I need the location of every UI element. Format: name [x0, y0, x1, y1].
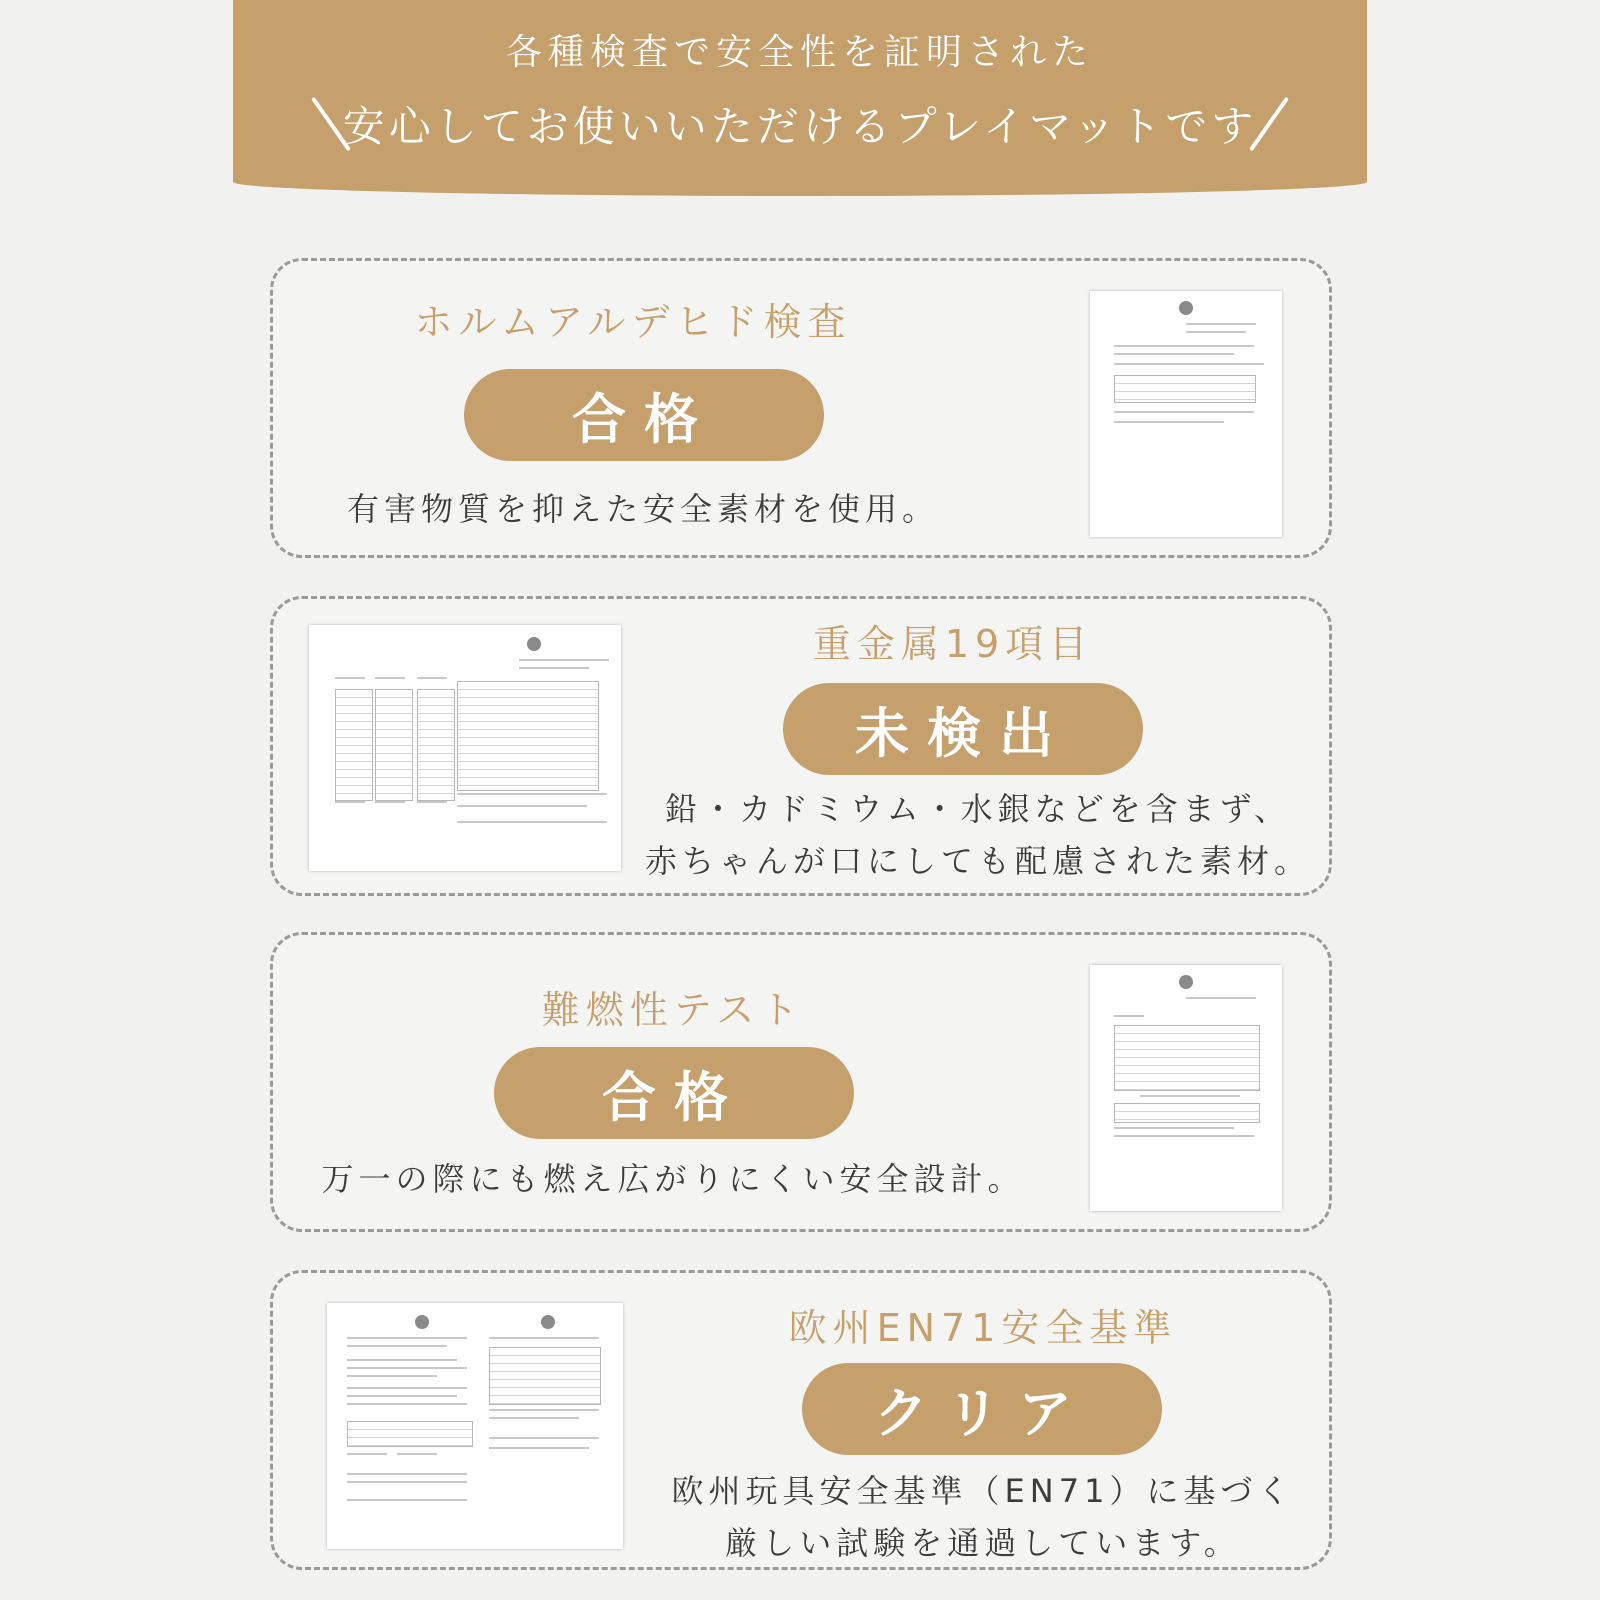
result-badge: 合格 — [464, 369, 824, 461]
test-report-document — [1090, 291, 1282, 537]
result-badge: 合格 — [494, 1047, 854, 1139]
card-description-line-1: 欧州玩具安全基準（EN71）に基づく — [671, 1472, 1295, 1510]
card-en71 — [270, 1270, 1332, 1570]
report-table — [375, 689, 413, 801]
card-flame-test — [270, 932, 1332, 1232]
certification-logo-icon — [541, 1315, 555, 1329]
report-table — [347, 1421, 473, 1447]
certification-logo-icon — [1179, 975, 1193, 989]
card-description: 有害物質を抑えた安全素材を使用。 — [346, 490, 939, 528]
result-badge: クリア — [802, 1363, 1162, 1455]
report-table — [489, 1347, 601, 1405]
card-title: ホルムアルデヒド検査 — [414, 300, 852, 344]
report-table — [417, 689, 455, 801]
report-table — [335, 689, 373, 801]
test-report-document — [309, 625, 621, 871]
card-title: 難燃性テスト — [541, 988, 805, 1032]
certification-logo-icon — [1179, 301, 1193, 315]
test-report-document — [1090, 965, 1282, 1211]
certification-logo-icon — [415, 1315, 429, 1329]
card-title: 欧州EN71安全基準 — [788, 1306, 1178, 1350]
report-table — [457, 681, 599, 791]
header-line-1: 各種検査で安全性を証明された — [505, 32, 1094, 73]
report-table — [1114, 1025, 1260, 1091]
test-report-document — [327, 1303, 623, 1549]
header-banner — [233, 0, 1367, 196]
report-table — [1114, 375, 1256, 403]
card-title: 重金属19項目 — [812, 622, 1094, 666]
card-description-line-1: 鉛・カドミウム・水銀などを含まず、 — [664, 790, 1292, 828]
card-formaldehyde — [270, 258, 1332, 558]
report-table — [1114, 1103, 1260, 1123]
card-heavy-metals — [270, 596, 1332, 896]
card-description-line-2: 赤ちゃんが口にしても配慮された素材。 — [644, 842, 1311, 880]
certification-logo-icon — [527, 637, 541, 651]
header-line-2: 安心してお使いいただけるプレイマットです — [342, 102, 1258, 151]
result-badge: 未検出 — [783, 683, 1143, 775]
card-description-line-2: 厳しい試験を通過しています。 — [725, 1524, 1241, 1562]
card-description: 万一の際にも燃え広がりにくい安全設計。 — [321, 1160, 1025, 1198]
